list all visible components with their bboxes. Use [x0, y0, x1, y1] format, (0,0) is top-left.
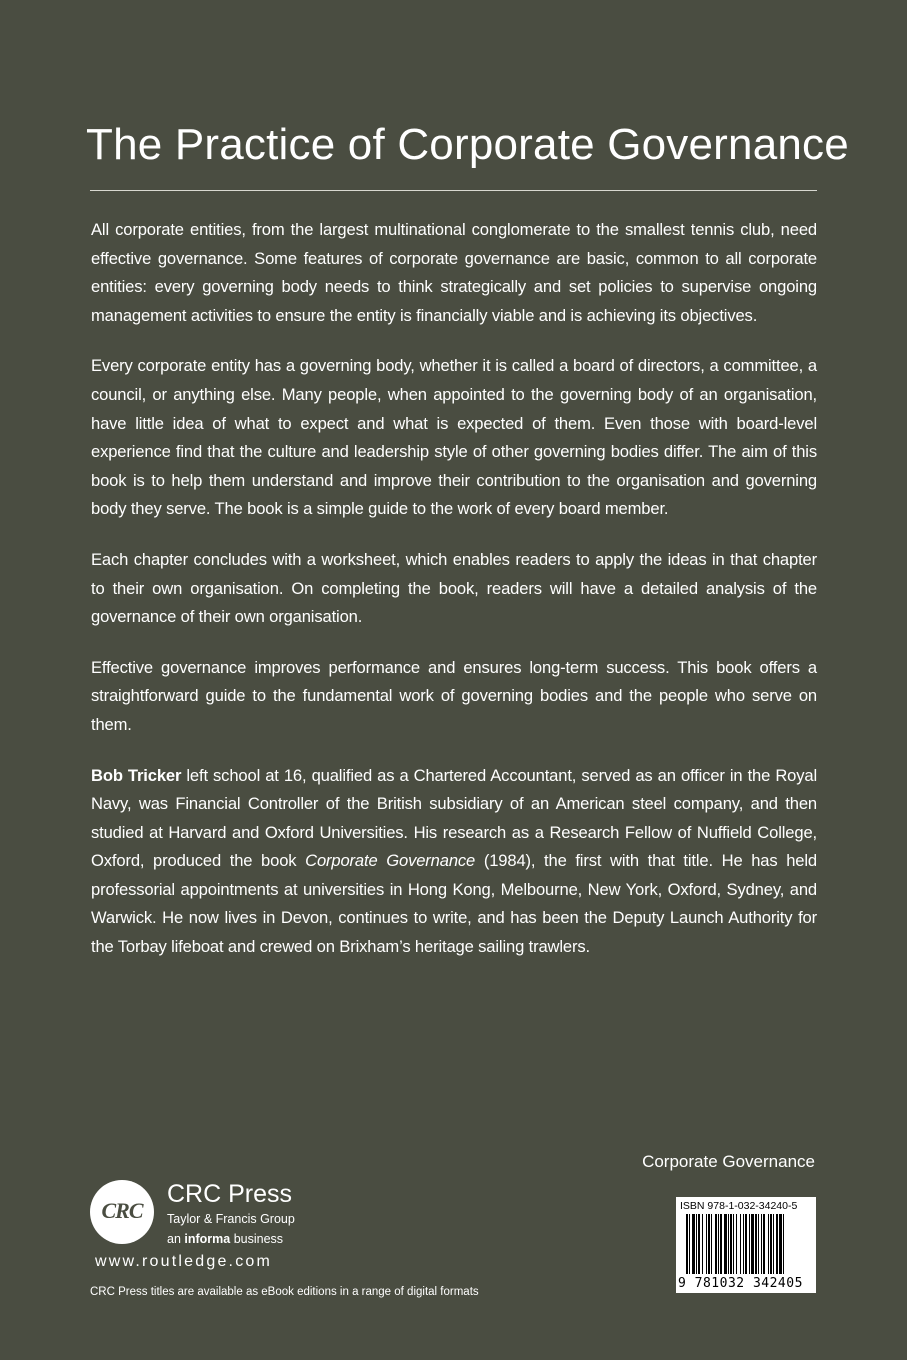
- blurb-paragraph-1: All corporate entities, from the largest multinational conglomerate to the smallest tennis club, need effective governance. Some features of corporate governance are basic, common to all corporate entities: every governing body needs to think strategically and set policies to supervise ongoing management activities to ensure the entity is financially viable and is achieving its objectives.: [91, 220, 817, 325]
- publisher-group: Taylor & Francis Group: [167, 1212, 295, 1226]
- blurb: [91, 216, 817, 984]
- informa-suffix: business: [230, 1232, 284, 1246]
- title-divider: [90, 190, 817, 191]
- publisher-name: CRC Press: [167, 1180, 293, 1208]
- publisher-website[interactable]: www.routledge.com: [95, 1253, 273, 1270]
- author-bio-text-1: left school at 16, qualified as a Chartered Accountant, served as an officer in the Royal Navy, was Financial Controller of the British subsidiary of an American steel company, and then studied at Harvard and Oxford Universities. His research as a Research Fellow of Nuffield College, Oxford, produced the book: [91, 765, 817, 871]
- informa-bold: informa: [184, 1232, 231, 1246]
- isbn-barcode: [676, 1197, 816, 1293]
- blurb-paragraph-4: Effective governance improves performance and ensures long-term success. This book offers a straightforward guide to the fundamental work of governing bodies and the people who serve on them.: [91, 657, 817, 734]
- crc-badge-text: CRC: [101, 1198, 143, 1223]
- publisher-informa: [167, 1232, 283, 1246]
- isbn-label: ISBN 978-1-032-34240-5: [680, 1200, 798, 1212]
- barcode-bars-icon: [680, 1214, 812, 1276]
- author-bio: [91, 762, 817, 962]
- blurb-paragraph-2: Every corporate entity has a governing body, whether it is called a board of directors, a committee, a council, or anything else. Many people, when appointed to the governing body of an organisation, have little idea of what to expect and what is expected of them. Even those with board-level experience find that the culture and leadership style of other governing bodies differ. The aim of this book is to help them understand and improve their contribution to the organisation and governing body they serve. The book is a simple guide to the work of every board member.: [91, 356, 817, 519]
- barcode-digits: 9 781032 342405: [678, 1276, 803, 1291]
- series-label: Corporate Governance: [642, 1152, 815, 1171]
- author-bio-text-2: (1984), the first with that title. He has held professorial appointments at universities in Hong Kong, Melbourne, New York, Oxford, Sydney, and Warwick. He now lives in Devon, continues to write, and has been the Deputy Launch Authority for the Torbay lifeboat and crewed on Brixham’s heritage sailing trawlers.: [91, 851, 817, 957]
- author-book-title: Corporate Governance: [305, 851, 476, 871]
- informa-prefix: an: [167, 1232, 185, 1246]
- book-title: The Practice of Corporate Governance: [86, 120, 849, 169]
- blurb-paragraph-3: Each chapter concludes with a worksheet, which enables readers to apply the ideas in that chapter to their own organisation. On completing the book, readers will have a detailed analysis of the governance of their own organisation.: [91, 549, 817, 627]
- crc-badge-icon: [90, 1180, 154, 1244]
- ebook-note: CRC Press titles are available as eBook editions in a range of digital formats: [90, 1286, 479, 1298]
- author-name: Bob Tricker: [91, 765, 182, 785]
